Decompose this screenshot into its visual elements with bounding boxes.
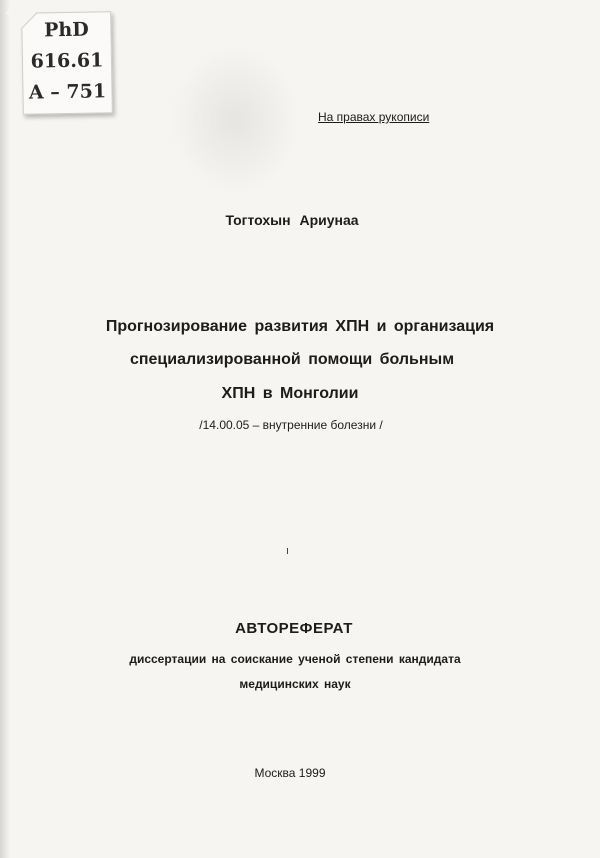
document-type: АВТОРЕФЕРАТ bbox=[235, 620, 353, 637]
degree-line-1: диссертации на соискание ученой степени кандидата bbox=[129, 652, 461, 666]
author-name: Тогтохын Ариунаа bbox=[225, 212, 359, 228]
stamp-line-3: A – 751 bbox=[28, 80, 107, 104]
stamp-line-1: PhD bbox=[43, 18, 89, 42]
specialty-code: /14.00.05 – внутренние болезни / bbox=[199, 418, 383, 432]
bleed-through-shadow bbox=[170, 45, 300, 195]
stamp-line-2: 616.61 bbox=[30, 49, 104, 73]
scan-mark bbox=[287, 548, 288, 554]
title-line-1: Прогнозирование развития ХПН и организация bbox=[105, 318, 495, 335]
title-line-3: ХПН в Монголии bbox=[221, 385, 359, 402]
place-and-year: Москва 1999 bbox=[254, 766, 326, 780]
rights-notice: На правах рукописи bbox=[318, 110, 430, 124]
library-stamp bbox=[21, 11, 113, 115]
title-line-2: специализированной помощи больным bbox=[129, 351, 455, 368]
degree-line-2: медицинских наук bbox=[239, 677, 351, 691]
